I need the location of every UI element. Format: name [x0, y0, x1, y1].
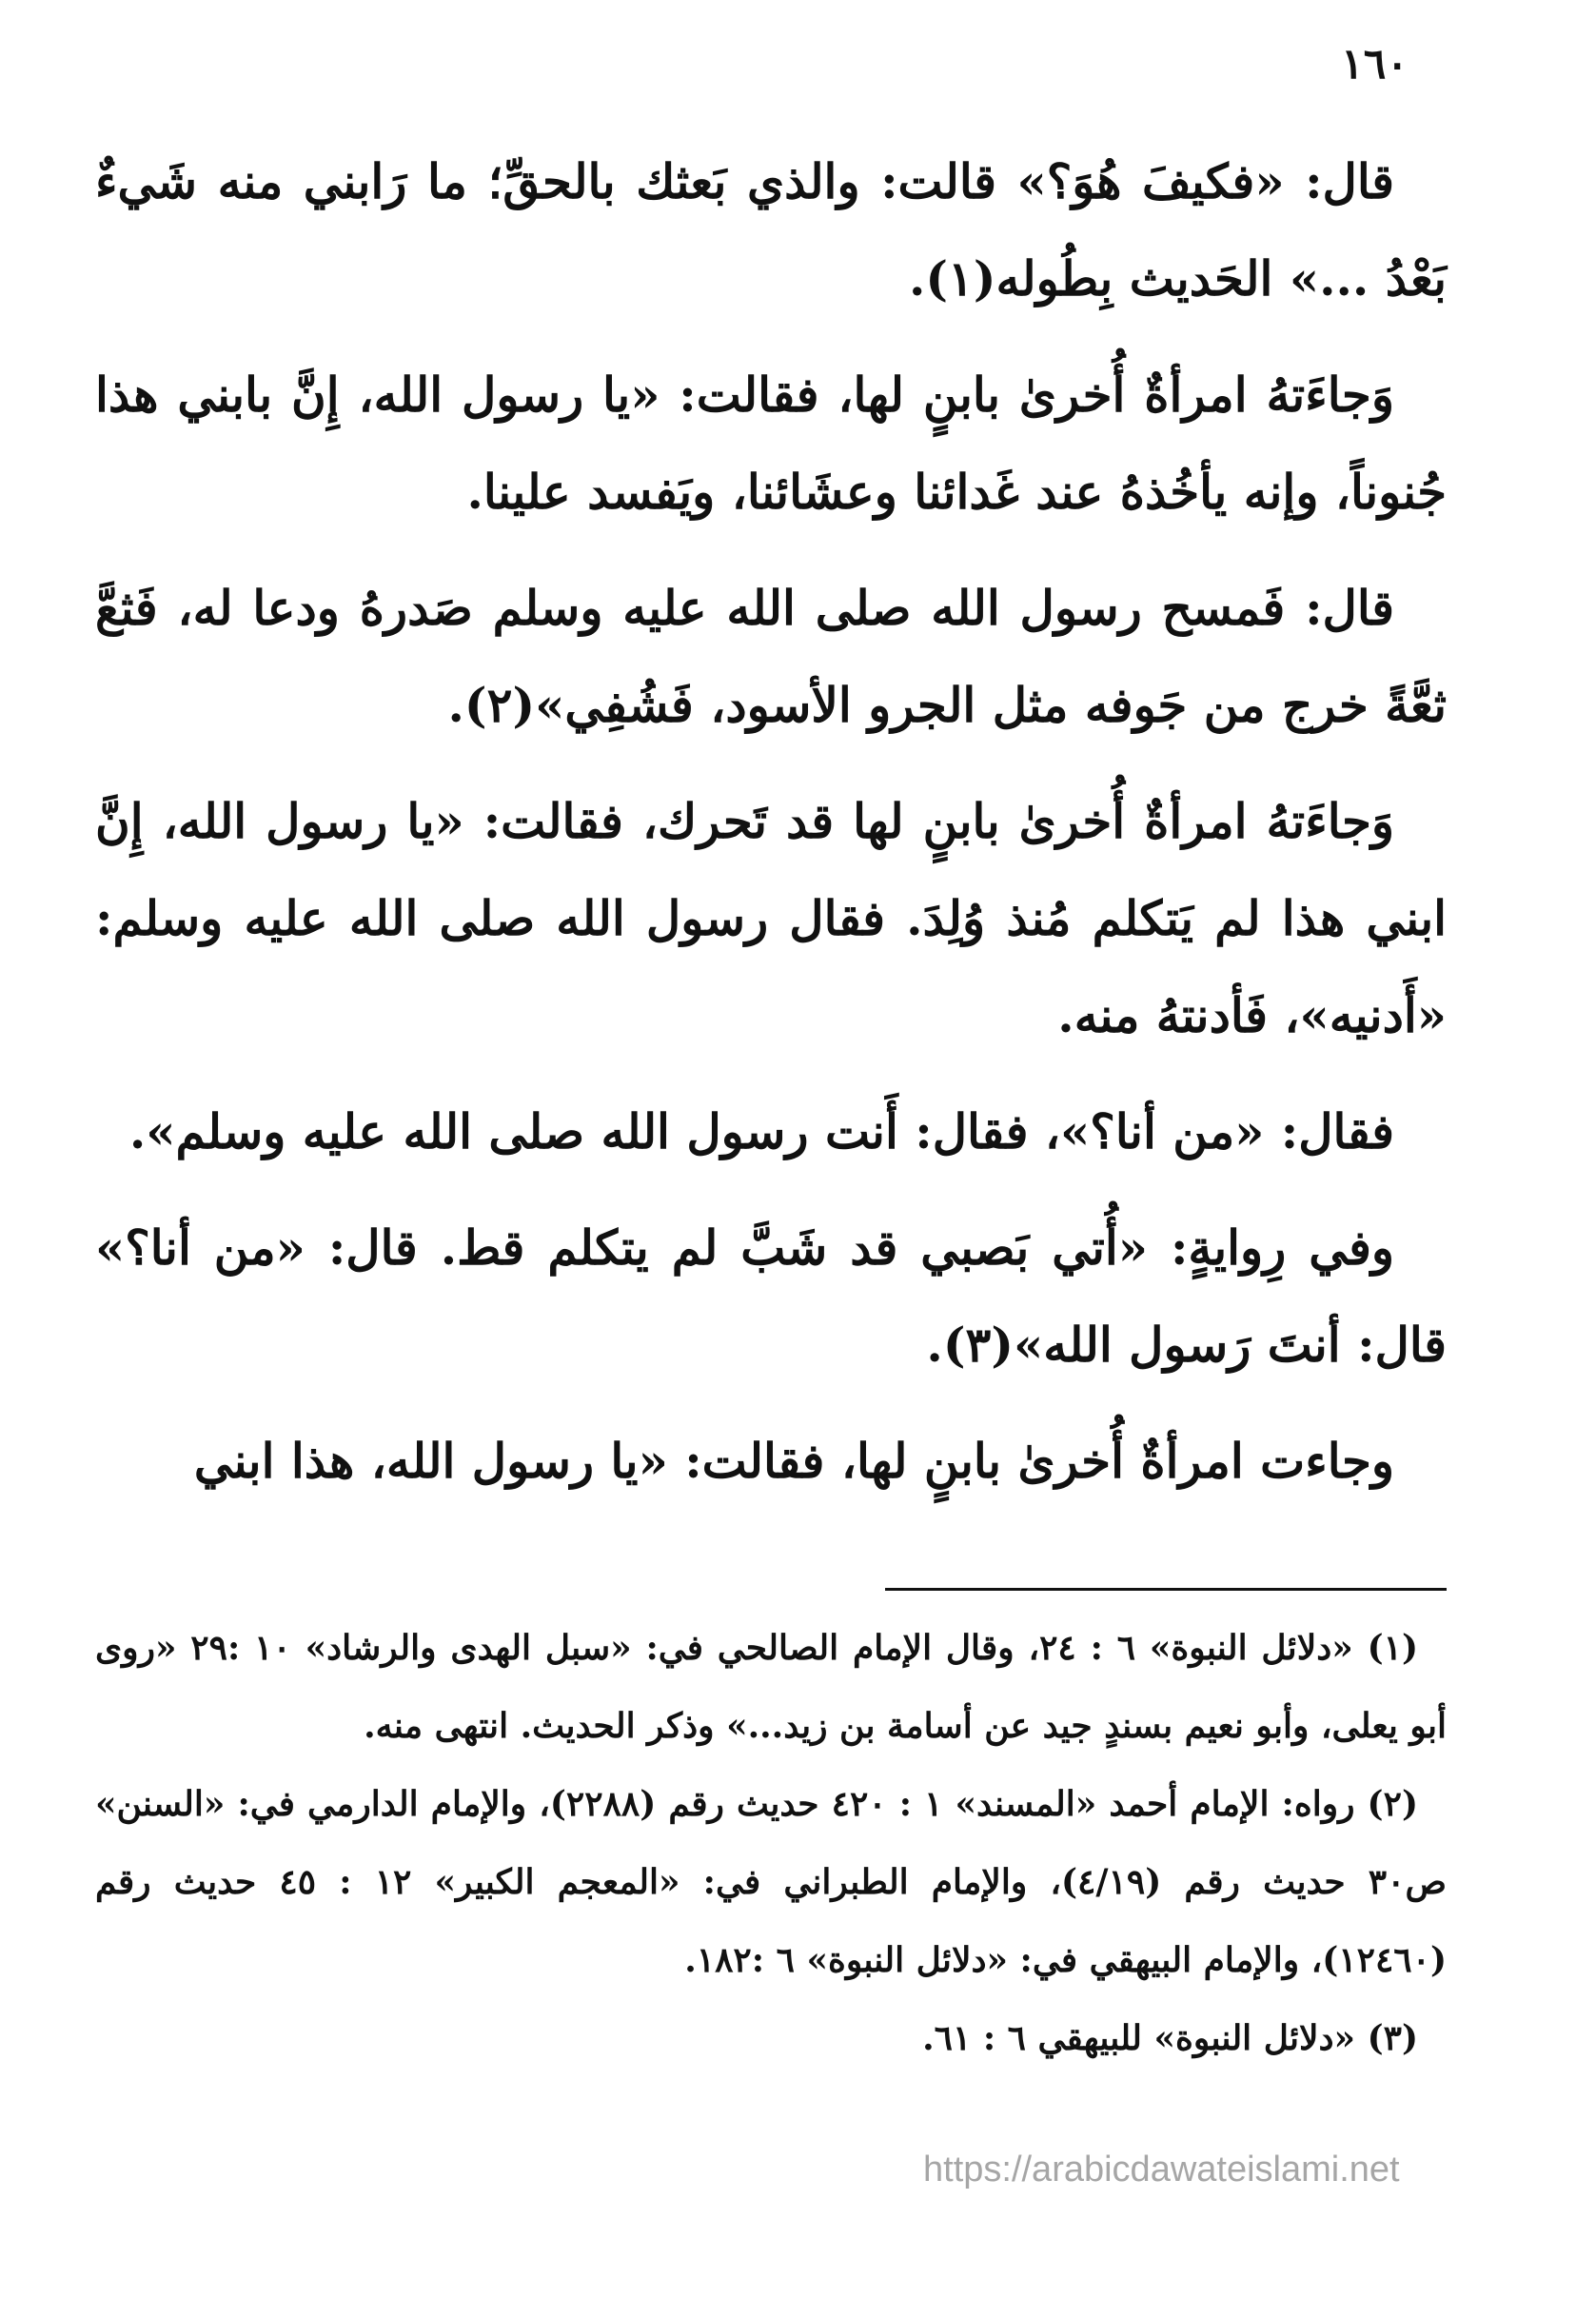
paragraph: فقال: «من أنا؟»، فقال: أَنت رسول الله صلى الله عليه وسلم». [128, 1103, 1394, 1159]
paragraph: وَجاءَتهُ امرأةٌ أُخرىٰ بابنٍ لها قد تَحرك، فقالت: «يا رسول الله، إِنَّ ابني هذا لم يَتكلم مُنذ وُلِدَ. فقال رسول الله صلى الله عليه وسلم: «أَدنيه»، فَأدنتهُ منه. [95, 793, 1447, 1043]
paragraph: قال: فَمسح رسول الله صلى الله عليه وسلم صَدرهُ ودعا له، فَثعَّ ثعَّةً خرج من جَوفه مثل الجرو الأسود، فَشُفِي»(٢). [95, 580, 1447, 733]
paragraph: قال: «فكيفَ هُوَ؟» قالت: والذي بَعثك بالحقِّ؛ ما رَابني منه شَيءٌ بَعْدُ ...» الحَديث بِطُوله(١). [95, 153, 1447, 307]
paragraph: وَجاءَتهُ امرأةٌ أُخرىٰ بابنٍ لها، فقالت: «يا رسول الله، إِنَّ بابني هذا جُنوناً، وإنه يأخُذهُ عند غَدائنا وعشَائنا، ويَفسد علينا. [95, 367, 1447, 520]
footnotes [95, 1609, 1447, 2077]
watermark-url: https://arabicdawateislami.net [923, 2150, 1400, 2190]
footnote: (١) «دلائل النبوة» ٦ : ٢٤، وقال الإمام الصالحي في: «سبل الهدى والرشاد» ١٠ :٢٩ «روى أبو يعلى، وأبو نعيم بسندٍ جيد عن أسامة بن زيد...» وذكر الحديث. انتهى منه. [95, 1628, 1447, 1746]
main-text [95, 133, 1447, 1529]
footnote: (٢) رواه: الإمام أحمد «المسند» ١ : ٤٢٠ حديث رقم (٢٢٨٨)، والإمام الدارمي في: «السنن» ص٣٠ حديث رقم (٤/١٩)، والإمام الطبراني في: «المعجم الكبير» ١٢ : ٤٥ حديث رقم (١٢٤٦٠)، والإمام البيهقي في: «دلائل النبوة» ٦ :١٨٢. [95, 1784, 1447, 1980]
page-number: ١٦٠ [1341, 40, 1409, 89]
paragraph: وفي رِوايةٍ: «أُتي بَصبي قد شَبَّ لم يتكلم قط. قال: «من أنا؟» قال: أنتَ رَسول الله»(٣). [95, 1219, 1447, 1373]
footnote-divider [885, 1588, 1447, 1591]
paragraph: وجاءت امرأةٌ أُخرىٰ بابنٍ لها، فقالت: «يا رسول الله، هذا ابني [193, 1433, 1394, 1489]
footnote: (٣) «دلائل النبوة» للبيهقي ٦ : ٦١. [922, 2018, 1418, 2058]
